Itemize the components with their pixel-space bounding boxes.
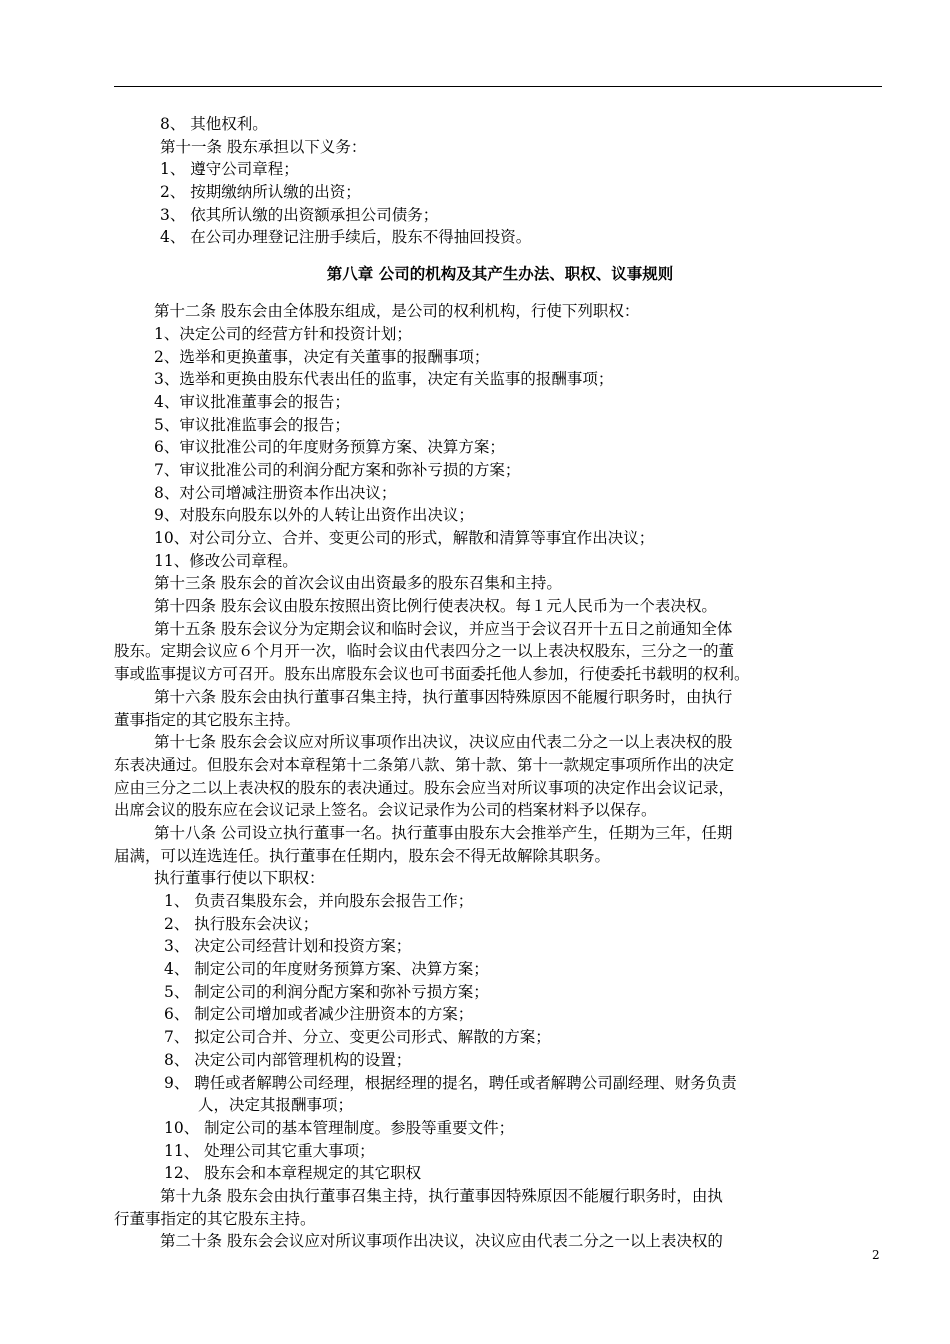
text-line: 6、审议批准公司的年度财务预算方案、决算方案； <box>154 438 505 457</box>
text-line: 第十五条 股东会议分为定期会议和临时会议，并应当于会议召开十五日之前通知全体 <box>154 619 733 638</box>
text-line: 应由三分之二以上表决权的股东的表决通过。股东会应当对所议事项的决定作出会议记录， <box>114 778 735 797</box>
text-line: 第十六条 股东会由执行董事召集主持，执行董事因特殊原因不能履行职务时，由执行 <box>154 687 733 706</box>
text-line: 第二十条 股东会会议应对所议事项作出决议，决议应由代表二分之一以上表决权的 <box>160 1232 723 1251</box>
text-line: 4、 在公司办理登记注册手续后，股东不得抽回投资。 <box>160 228 532 247</box>
list-item: 5、 制定公司的利润分配方案和弥补亏损方案； <box>164 982 489 1001</box>
list-item: 8、 决定公司内部管理机构的设置； <box>164 1050 412 1069</box>
text-line: 执行董事行使以下职权： <box>154 869 325 888</box>
text-line: 第十三条 股东会的首次会议由出资最多的股东召集和主持。 <box>154 574 562 593</box>
list-item: 7、 拟定公司合并、分立、变更公司形式、解散的方案； <box>164 1028 551 1047</box>
text-line: 1、 遵守公司章程； <box>160 160 299 179</box>
text-line: 第十八条 公司设立执行董事一名。执行董事由股东大会推举产生，任期为三年，任期 <box>154 823 733 842</box>
text-line: 届满，可以连选连任。执行董事在任期内，股东会不得无故解除其职务。 <box>114 846 611 865</box>
text-line: 第十四条 股东会议由股东按照出资比例行使表决权。每１元人民币为一个表决权。 <box>154 597 717 616</box>
list-item: 6、 制定公司增加或者减少注册资本的方案； <box>164 1005 474 1024</box>
list-item: 9、 聘任或者解聘公司经理，根据经理的提名，聘任或者解聘公司副经理、财务负责 <box>164 1073 737 1092</box>
text-line: 11、修改公司章程。 <box>154 551 298 570</box>
text-line: 9、对股东向股东以外的人转让出资作出决议； <box>154 506 474 525</box>
text-line: 1、决定公司的经营方针和投资计划； <box>154 324 412 343</box>
list-item: 1、 负责召集股东会，并向股东会报告工作； <box>164 892 474 910</box>
text-line: 东表决通过。但股东会对本章程第十二条第八款、第十款、第十一款规定事项所作出的决定 <box>114 755 735 774</box>
list-item: 10、 制定公司的基本管理制度。参股等重要文件； <box>164 1118 515 1137</box>
chapter-title: 第八章 公司的机构及其产生办法、职权、议事规则 <box>326 264 674 284</box>
text-line: 第十七条 股东会会议应对所议事项作出决议，决议应由代表二分之一以上表决权的股 <box>154 733 733 752</box>
text-line: 董事指定的其它股东主持。 <box>114 710 301 729</box>
text-line: 4、审议批准董事会的报告； <box>154 392 350 411</box>
text-line: 第十一条 股东承担以下义务： <box>160 137 367 156</box>
text-line: 出席会议的股东应在会议记录上签名。会议记录作为公司的档案材料予以保存。 <box>114 801 657 820</box>
list-item: 3、 决定公司经营计划和投资方案； <box>164 937 412 956</box>
text-line: 10、对公司分立、合并、变更公司的形式，解散和清算等事宜作出决议； <box>154 529 655 547</box>
text-line: 5、审议批准监事会的报告； <box>154 415 350 434</box>
text-line: 2、 按期缴纳所认缴的出资； <box>160 183 361 202</box>
page-number: 2 <box>872 1248 880 1262</box>
list-item: 2、 执行股东会决议； <box>164 914 319 933</box>
text-line: 事或监事提议方可召开。股东出席股东会议也可书面委托他人参加，行使委托书载明的权利。 <box>114 665 750 684</box>
text-line: 3、选举和更换由股东代表出任的监事，决定有关监事的报酬事项； <box>154 370 614 389</box>
document-body <box>114 113 886 1253</box>
text-line: 第十二条 股东会由全体股东组成，是公司的权利机构，行使下列职权： <box>154 302 640 321</box>
text-line: 行董事指定的其它股东主持。 <box>114 1209 316 1228</box>
text-line: 2、选举和更换董事，决定有关董事的报酬事项； <box>154 347 490 366</box>
list-item: 人，决定其报酬事项； <box>198 1096 354 1115</box>
header-rule <box>114 86 882 87</box>
text-line: 3、 依其所认缴的出资额承担公司债务； <box>160 205 439 224</box>
text-line: 8、对公司增减注册资本作出决议； <box>154 483 397 502</box>
text-line: 第十九条 股东会由执行董事召集主持，执行董事因特殊原因不能履行职务时，由执 <box>160 1186 723 1205</box>
list-item: 11、 处理公司其它重大事项； <box>164 1141 375 1160</box>
list-item: 12、 股东会和本章程规定的其它职权 <box>164 1164 422 1183</box>
text-line: 8、 其他权利。 <box>160 115 268 133</box>
text-line: 7、审议批准公司的利润分配方案和弥补亏损的方案； <box>154 460 521 479</box>
list-item: 4、 制定公司的年度财务预算方案、决算方案； <box>164 960 489 979</box>
text-line: 股东。定期会议应６个月开一次，临时会议由代表四分之一以上表决权股东，三分之一的董 <box>114 642 735 661</box>
